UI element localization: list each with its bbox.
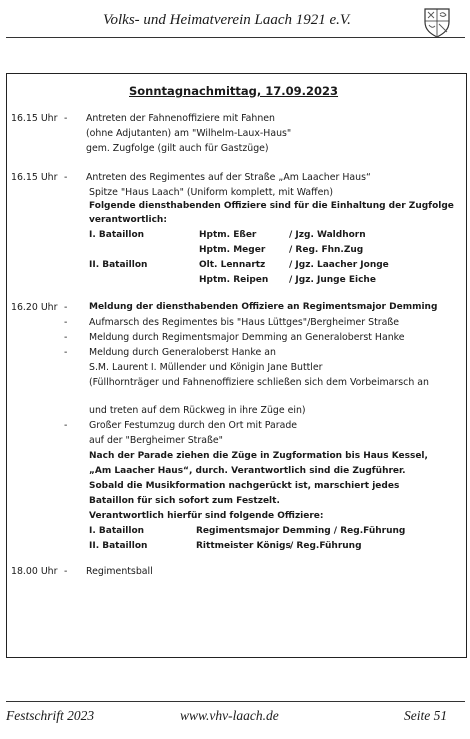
- schedule-line: Antreten des Regimentes auf der Straße „Am Laacher Haus“: [86, 172, 371, 183]
- dash: -: [64, 566, 68, 577]
- schedule-bold-line: Folgende diensthabenden Offiziere sind für die Einhaltung der Zugfolge: [89, 201, 454, 211]
- section-title: Sonntagnachmittag, 17.09.2023: [129, 84, 339, 98]
- schedule-bold-line: verantwortlich:: [89, 215, 167, 225]
- battalion-label: I. Bataillon: [89, 230, 145, 240]
- unit-name: / Reg.Führung: [290, 541, 362, 551]
- battalion-label: I. Bataillon: [89, 526, 145, 536]
- dash: -: [64, 420, 68, 431]
- schedule-line: (ohne Adjutanten) am "Wilhelm-Laux-Haus": [86, 128, 292, 139]
- schedule-line: S.M. Laurent I. Müllender und Königin Jane Buttler: [89, 362, 323, 373]
- battalion-label: II. Bataillon: [89, 541, 148, 551]
- schedule-line: und treten auf dem Rückweg in ihre Züge ein): [89, 405, 306, 416]
- schedule-line: Spitze "Haus Laach" (Uniform komplett, mit Waffen): [89, 187, 334, 198]
- footer-page-number: Seite 51: [404, 708, 448, 723]
- schedule-bold-line: Verantwortlich hierfür sind folgende Offiziere:: [89, 511, 324, 521]
- schedule-line: Aufmarsch des Regimentes bis "Haus Lüttges"/Bergheimer Straße: [89, 317, 400, 328]
- schedule-line: Regimentsball: [86, 566, 153, 577]
- dash: -: [64, 317, 68, 328]
- footer-url: www.vhv-laach.de: [180, 708, 279, 723]
- coat-of-arms-icon: [423, 6, 451, 38]
- officer-name: Hptm. Eßer: [199, 230, 257, 240]
- schedule-bold-line: „Am Laacher Haus“, durch. Verantwortlich sind die Zugführer.: [89, 466, 406, 476]
- schedule-bold-line: Nach der Parade ziehen die Züge in Zugformation bis Haus Kessel,: [89, 451, 428, 461]
- footer-rule: [6, 701, 465, 702]
- schedule-bold-line: Bataillon für sich sofort zum Festzelt.: [89, 496, 280, 506]
- schedule-line: Antreten der Fahnenoffiziere mit Fahnen: [86, 113, 275, 124]
- time-16-20: 16.20 Uhr: [11, 302, 58, 313]
- officer-name: Hptm. Reipen: [199, 275, 269, 285]
- unit-name: / Jgz. Laacher Jonge: [289, 260, 389, 270]
- schedule-line: Großer Festumzug durch den Ort mit Parade: [89, 420, 298, 431]
- officer-name: Rittmeister Königs: [196, 541, 291, 551]
- officer-name: Olt. Lennartz: [199, 260, 266, 270]
- header-title: Volks- und Heimatverein Laach 1921 e.V.: [103, 12, 351, 28]
- officer-name: Regimentsmajor Demming / Reg.Führung: [196, 526, 406, 536]
- time-16-15-a: 16.15 Uhr: [11, 113, 58, 124]
- time-16-15-b: 16.15 Uhr: [11, 172, 58, 183]
- dash: -: [64, 347, 68, 358]
- footer-left: Festschrift 2023: [6, 708, 95, 723]
- dash: -: [64, 172, 68, 183]
- schedule-line: Meldung durch Regimentsmajor Demming an Generaloberst Hanke: [89, 332, 405, 343]
- dash: -: [64, 332, 68, 343]
- time-18-00: 18.00 Uhr: [11, 566, 58, 577]
- dash: -: [64, 302, 68, 313]
- dash: -: [64, 113, 68, 124]
- battalion-label: II. Bataillon: [89, 260, 148, 270]
- schedule-line: auf der "Bergheimer Straße": [89, 435, 223, 446]
- schedule-line: gem. Zugfolge (gilt auch für Gastzüge): [86, 143, 269, 154]
- unit-name: / Jzg. Waldhorn: [289, 230, 366, 240]
- unit-name: / Jgz. Junge Eiche: [289, 275, 376, 285]
- unit-name: / Reg. Fhn.Zug: [289, 245, 364, 255]
- schedule-line: (Füllhornträger und Fahnenoffiziere schließen sich dem Vorbeimarsch an: [89, 377, 429, 388]
- header-rule: [6, 37, 465, 38]
- officer-name: Hptm. Meger: [199, 245, 266, 255]
- schedule-bold-line: Sobald die Musikformation nachgerückt ist, marschiert jedes: [89, 481, 400, 491]
- schedule-bold-line: Meldung der diensthabenden Offiziere an Regimentsmajor Demming: [89, 302, 438, 312]
- schedule-line: Meldung durch Generaloberst Hanke an: [89, 347, 276, 358]
